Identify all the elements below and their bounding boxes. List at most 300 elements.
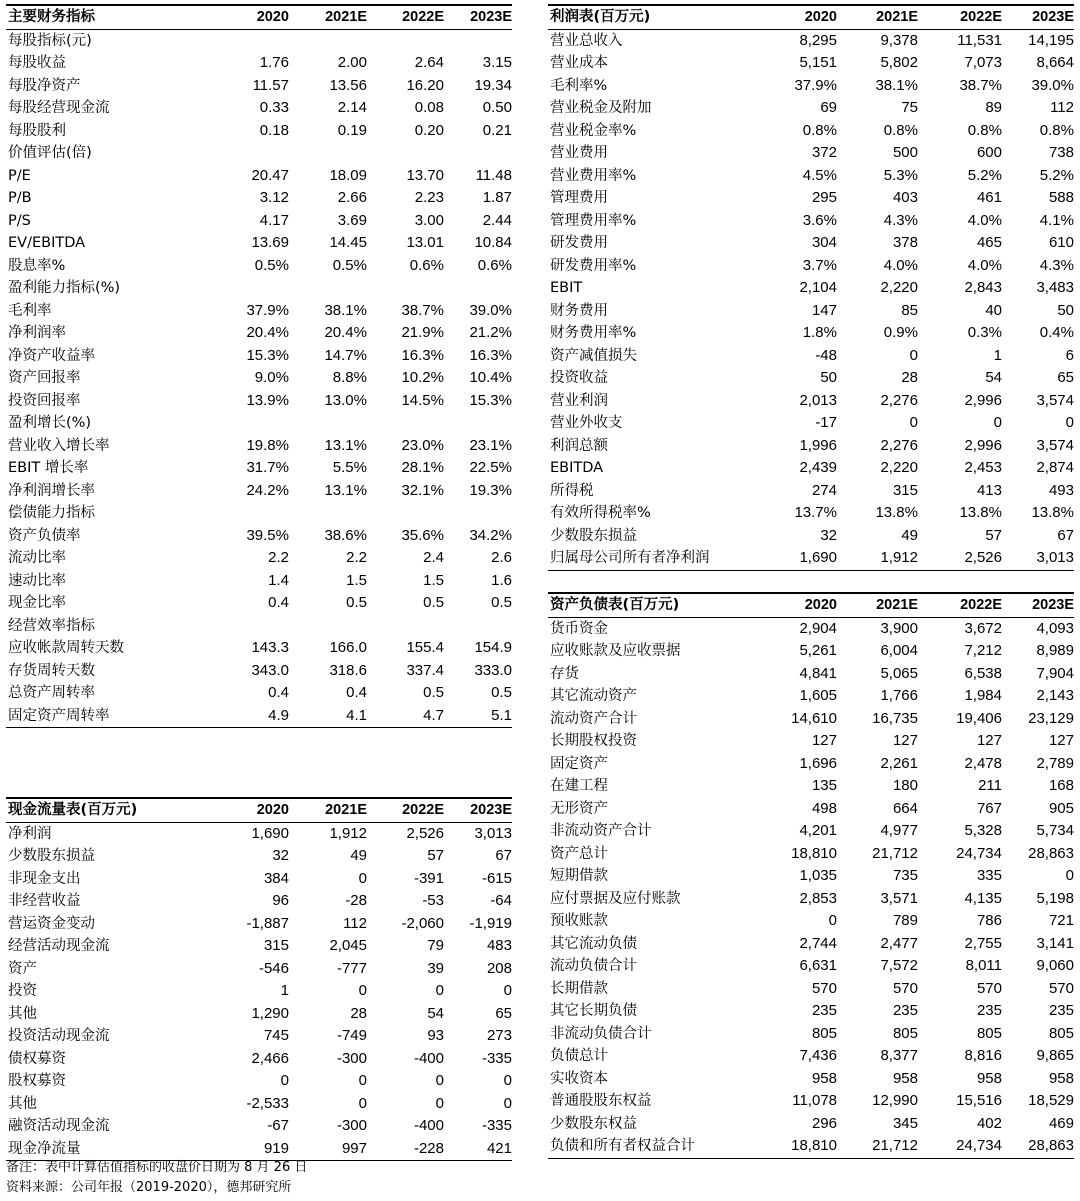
cell-value: 69 xyxy=(820,99,837,116)
table-row xyxy=(6,547,512,570)
cell-value: 588 xyxy=(1048,189,1074,206)
cell-value: 315 xyxy=(892,481,918,499)
table-row xyxy=(548,753,1074,776)
cell-value: 0 xyxy=(358,869,367,887)
table-row xyxy=(6,868,512,891)
cell-value: 65 xyxy=(1057,369,1074,386)
cell-value: 4,201 xyxy=(799,822,837,839)
cell-value: 10.4% xyxy=(469,369,512,386)
table-row xyxy=(548,955,1074,978)
cell-value: -546 xyxy=(258,959,289,977)
table-row xyxy=(6,165,512,188)
income-statement-table xyxy=(548,4,1074,571)
cell-value: 13.1% xyxy=(324,436,367,454)
cell-value xyxy=(214,502,289,525)
cell-value: 0 xyxy=(503,1094,512,1112)
table-row xyxy=(6,1003,512,1026)
cell-value: -300 xyxy=(336,1117,367,1134)
table-row xyxy=(548,457,1074,480)
table-row xyxy=(6,277,512,300)
cell-value xyxy=(367,412,444,435)
table-row xyxy=(548,933,1074,956)
row-label: 其他 xyxy=(8,1005,37,1022)
table-title: 现金流量表(百万元) xyxy=(8,802,138,818)
cell-value: 31.7% xyxy=(246,459,289,476)
cell-value: 919 xyxy=(263,1139,289,1157)
cell-value: 5,328 xyxy=(964,822,1002,839)
cell-value: 19,406 xyxy=(956,709,1002,727)
cell-value: 4.9 xyxy=(268,706,289,724)
balance-sheet-table xyxy=(548,592,1074,1159)
cell-value: 38.7% xyxy=(959,76,1002,94)
cell-value: 0.9% xyxy=(883,324,918,341)
cell-value: 6,538 xyxy=(964,664,1002,682)
cell-value: 8,989 xyxy=(1036,642,1074,659)
column-header-2022e: 2022E xyxy=(960,9,1002,25)
cell-value: 343.0 xyxy=(251,661,289,679)
row-label: 非经营收益 xyxy=(8,893,81,909)
cell-value: 16.3% xyxy=(469,346,512,364)
table-header-row xyxy=(6,798,512,822)
row-label: 实收资本 xyxy=(550,1070,608,1087)
row-label: 短期借款 xyxy=(550,868,608,884)
table-row xyxy=(6,322,512,345)
table-row xyxy=(548,1000,1074,1023)
cell-value: 24,734 xyxy=(956,1137,1002,1154)
table-body xyxy=(548,617,1074,1158)
cell-value: 2,904 xyxy=(799,619,837,637)
cell-value xyxy=(289,615,367,638)
cell-value: 2,755 xyxy=(964,934,1002,952)
cell-value: 15.3% xyxy=(246,346,289,364)
row-label: 投资收益 xyxy=(550,370,608,386)
cell-value: 135 xyxy=(811,777,837,794)
column-header-2021e: 2021E xyxy=(876,597,918,613)
cell-value: 0.20 xyxy=(414,121,444,139)
table-row xyxy=(548,187,1074,210)
cell-value xyxy=(214,615,289,638)
cell-value: 0 xyxy=(435,1094,444,1112)
cell-value: 35.6% xyxy=(401,526,444,544)
cell-value: 32 xyxy=(272,847,289,864)
table-row xyxy=(548,775,1074,798)
cell-value: 2,045 xyxy=(329,937,367,954)
cell-value: 745 xyxy=(263,1027,289,1044)
cell-value: 805 xyxy=(1048,1024,1074,1042)
cell-value: 805 xyxy=(892,1024,918,1042)
cell-value: 0 xyxy=(993,414,1002,431)
cell-value: 378 xyxy=(892,234,918,251)
row-label: 流动负债合计 xyxy=(550,958,637,974)
cell-value: 14,195 xyxy=(1028,31,1074,49)
cell-value: 1.8% xyxy=(802,324,837,341)
cell-value: 7,212 xyxy=(964,642,1002,659)
cell-value: 5,802 xyxy=(880,54,918,71)
table-row xyxy=(6,660,512,683)
row-label: 每股经营现金流 xyxy=(8,100,110,116)
cell-value: 13.1% xyxy=(324,481,367,499)
column-header-2020: 2020 xyxy=(256,9,289,25)
cell-value: 0.18 xyxy=(259,121,289,139)
row-label: 营业收入增长率 xyxy=(8,437,110,454)
row-label: 其它流动负债 xyxy=(550,935,637,952)
row-label: 净利润增长率 xyxy=(8,482,95,499)
cell-value: 9.0% xyxy=(254,369,289,386)
cell-value: 19.3% xyxy=(469,481,512,499)
cell-value: 155.4 xyxy=(406,639,444,656)
cell-value: 2,996 xyxy=(964,391,1002,409)
row-label: 每股股利 xyxy=(8,122,66,139)
cell-value: 0.4 xyxy=(268,684,289,701)
row-label: 其他 xyxy=(8,1095,37,1112)
cell-value: 235 xyxy=(892,1002,918,1019)
cell-value: -391 xyxy=(413,869,444,887)
cell-value: 345 xyxy=(892,1114,918,1132)
cell-value: 34.2% xyxy=(469,526,512,544)
row-label: 非现金支出 xyxy=(8,870,81,887)
row-label: 普通股股东权益 xyxy=(550,1093,652,1109)
cell-value: 28 xyxy=(901,369,918,386)
table-row xyxy=(548,435,1074,458)
cell-value: 127 xyxy=(1048,732,1074,749)
cell-value: 12,990 xyxy=(872,1092,918,1109)
table-row xyxy=(548,820,1074,843)
cell-value: 127 xyxy=(892,732,918,749)
cell-value xyxy=(367,502,444,525)
row-label: 偿债能力指标 xyxy=(8,505,95,521)
cell-value: 39.5% xyxy=(246,526,289,544)
column-header-2022e: 2022E xyxy=(402,802,444,818)
cell-value: -2,533 xyxy=(246,1094,289,1112)
cell-value: 465 xyxy=(976,234,1002,251)
row-label: 现金比率 xyxy=(8,595,66,611)
cell-value: 0.3% xyxy=(967,324,1002,341)
cell-value: 7,436 xyxy=(799,1047,837,1064)
row-label: 投资活动现金流 xyxy=(8,1028,110,1044)
cell-value: 14.5% xyxy=(401,391,444,409)
cell-value: 180 xyxy=(892,777,918,794)
cell-value: 5.1 xyxy=(491,706,512,724)
cell-value: 20.4% xyxy=(324,324,367,341)
row-label: 其它长期负债 xyxy=(550,1003,637,1019)
table-row xyxy=(6,480,512,503)
cell-value: 0.4% xyxy=(1039,324,1074,341)
cell-value: 905 xyxy=(1048,799,1074,817)
cell-value: 5.3% xyxy=(883,166,918,184)
cell-value: -400 xyxy=(413,1117,444,1134)
cell-value: 1,984 xyxy=(964,687,1002,704)
cell-value: 4.3% xyxy=(1039,256,1074,274)
cell-value: 20.47 xyxy=(251,166,289,184)
cell-value: 0 xyxy=(1065,414,1074,431)
cell-value: 5.2% xyxy=(967,166,1002,184)
cell-value: 337.4 xyxy=(406,661,444,679)
cell-value: 54 xyxy=(985,369,1002,386)
cell-value: 2.14 xyxy=(337,99,367,116)
cell-value: 15.3% xyxy=(469,391,512,409)
cell-value: 0 xyxy=(280,1072,289,1089)
footnote-source: 资料来源：公司年报（2019-2020），德邦研究所 xyxy=(6,1180,292,1195)
row-label: 在建工程 xyxy=(550,778,608,794)
table-row xyxy=(6,75,512,98)
row-label: 资产负债率 xyxy=(8,527,81,544)
column-header-2021e: 2021E xyxy=(325,9,367,25)
cell-value: -17 xyxy=(815,414,837,431)
table-row xyxy=(548,708,1074,731)
cell-value: 4,135 xyxy=(964,889,1002,907)
cell-value: 958 xyxy=(976,1069,1002,1087)
cell-value: 0 xyxy=(358,982,367,999)
table-row xyxy=(548,865,1074,888)
row-label: 少数股东权益 xyxy=(550,1115,637,1132)
cell-value: 15,516 xyxy=(956,1092,1002,1109)
row-label: EBIT xyxy=(550,280,583,296)
cell-value xyxy=(367,29,444,52)
cell-value xyxy=(289,142,367,165)
table-row xyxy=(548,1113,1074,1136)
table-row xyxy=(6,980,512,1003)
cell-value: 57 xyxy=(985,526,1002,544)
cell-value: 0.5% xyxy=(332,256,367,274)
cell-value: 50 xyxy=(820,369,837,386)
cell-value: 14.7% xyxy=(324,346,367,364)
cell-value: 4.3% xyxy=(883,211,918,229)
table-row xyxy=(6,120,512,143)
cell-value: 3,013 xyxy=(474,824,512,842)
table-row xyxy=(6,682,512,705)
cell-value: 1,690 xyxy=(251,824,289,842)
cell-value: 304 xyxy=(811,234,837,251)
cell-value: 570 xyxy=(811,979,837,997)
cell-value: 5,734 xyxy=(1036,822,1074,839)
row-label: 应付票据及应付账款 xyxy=(550,890,681,907)
cell-value: 295 xyxy=(811,189,837,206)
cell-value: 570 xyxy=(892,979,918,997)
row-label: 价值评估(倍) xyxy=(8,145,92,161)
table-row xyxy=(548,978,1074,1001)
table-row xyxy=(6,845,512,868)
column-header-2020: 2020 xyxy=(804,597,837,613)
table-row xyxy=(548,75,1074,98)
cell-value: 4.1 xyxy=(346,706,367,724)
row-label: 有效所得税率% xyxy=(550,505,651,521)
cell-value: 2.00 xyxy=(337,54,367,71)
row-label: 负债和所有者权益合计 xyxy=(550,1138,695,1154)
table-row xyxy=(6,913,512,936)
cell-value: 50 xyxy=(1057,301,1074,319)
column-header-2022e: 2022E xyxy=(402,9,444,25)
table-header-row xyxy=(6,5,512,29)
cell-value: 0 xyxy=(1065,867,1074,884)
row-label: 少数股东损益 xyxy=(550,527,637,544)
table-title: 利润表(百万元) xyxy=(550,9,651,25)
cell-value: 20.4% xyxy=(246,324,289,341)
table-row xyxy=(548,843,1074,866)
cell-value: 0.4 xyxy=(268,594,289,611)
cell-value: 23,129 xyxy=(1028,709,1074,727)
cell-value xyxy=(444,142,512,165)
cell-value: 39.0% xyxy=(1031,76,1074,94)
row-label: 股息率% xyxy=(8,257,66,274)
cell-value: -777 xyxy=(336,959,367,977)
cell-value: 24,734 xyxy=(956,844,1002,862)
cell-value: 2.6 xyxy=(491,549,512,566)
cell-value: 805 xyxy=(976,1024,1002,1042)
table-row xyxy=(548,1023,1074,1046)
row-label: 总资产周转率 xyxy=(8,685,95,701)
cell-value: 166.0 xyxy=(329,639,367,656)
cell-value: 127 xyxy=(811,732,837,749)
cell-value: 9,865 xyxy=(1036,1047,1074,1064)
cell-value: 1,605 xyxy=(799,687,837,704)
cell-value: 2,843 xyxy=(964,279,1002,296)
cell-value: 154.9 xyxy=(474,639,512,656)
cell-value: -300 xyxy=(336,1049,367,1067)
cell-value: 6,004 xyxy=(880,642,918,659)
cell-value: -1,887 xyxy=(246,914,289,932)
cell-value: 2,104 xyxy=(799,279,837,296)
row-label: 少数股东损益 xyxy=(8,848,95,864)
cell-value: 483 xyxy=(486,937,512,954)
footnote-remark: 备注：表中计算估值指标的收盘价日期为 8 月 26 日 xyxy=(6,1160,308,1175)
cell-value: 735 xyxy=(892,867,918,884)
table-body xyxy=(548,29,1074,570)
cell-value: 1,766 xyxy=(880,687,918,704)
row-label: 所得税 xyxy=(550,482,594,499)
cell-value: 958 xyxy=(892,1069,918,1087)
cell-value: 958 xyxy=(811,1069,837,1087)
table-row xyxy=(548,1045,1074,1068)
row-label: 营业成本 xyxy=(550,55,608,71)
cell-value: 3.12 xyxy=(259,189,289,206)
cell-value: 421 xyxy=(486,1139,512,1157)
cell-value: 11,078 xyxy=(792,1092,837,1109)
cell-value: 274 xyxy=(811,481,837,499)
cell-value: 13.01 xyxy=(406,234,444,251)
cell-value: 2,276 xyxy=(880,436,918,454)
cell-value: 500 xyxy=(892,144,918,161)
row-label: 流动比率 xyxy=(8,550,66,566)
cell-value: 469 xyxy=(1048,1114,1074,1132)
cell-value: 767 xyxy=(976,799,1002,817)
table-row xyxy=(6,890,512,913)
cell-value: 10.2% xyxy=(401,369,444,386)
cell-value: 13.7% xyxy=(794,504,837,521)
cell-value: -228 xyxy=(413,1139,444,1157)
table-row xyxy=(6,1115,512,1138)
cell-value: 13.69 xyxy=(251,234,289,251)
table-row xyxy=(548,910,1074,933)
cell-value: 93 xyxy=(427,1027,444,1044)
column-header-2023e: 2023E xyxy=(470,9,512,25)
cell-value: 0.50 xyxy=(482,99,512,116)
table-row xyxy=(6,822,512,845)
table-row xyxy=(548,617,1074,640)
cell-value: 0.4 xyxy=(346,684,367,701)
table-row xyxy=(6,300,512,323)
cell-value: 997 xyxy=(341,1139,367,1157)
cell-value: 38.6% xyxy=(324,526,367,544)
row-label: 营运资金变动 xyxy=(8,915,95,932)
cell-value: 8,377 xyxy=(880,1047,918,1064)
cell-value: 21.2% xyxy=(469,324,512,341)
row-label: 归属母公司所有者净利润 xyxy=(550,550,710,566)
cell-value: 11.48 xyxy=(475,166,512,184)
cell-value: 0 xyxy=(828,912,837,929)
table-row xyxy=(548,232,1074,255)
cell-value: 1,912 xyxy=(329,824,367,842)
cell-value: 57 xyxy=(427,847,444,864)
cell-value: 37.9% xyxy=(246,301,289,319)
cell-value: -53 xyxy=(422,892,444,909)
cell-value: 2,276 xyxy=(880,391,918,409)
cell-value: 2,261 xyxy=(880,754,918,772)
cell-value: 403 xyxy=(892,189,918,206)
table-row xyxy=(548,322,1074,345)
cell-value: 23.1% xyxy=(469,436,512,454)
cell-value: 65 xyxy=(495,1004,512,1022)
table-row xyxy=(6,97,512,120)
cell-value: 372 xyxy=(811,144,837,161)
row-label: 应收账款及应收票据 xyxy=(550,643,681,659)
cell-value: 28 xyxy=(350,1004,367,1022)
cell-value: 2.2 xyxy=(268,549,289,566)
cell-value: 0 xyxy=(503,982,512,999)
cell-value xyxy=(367,142,444,165)
cell-value: 610 xyxy=(1048,234,1074,251)
cell-value: 38.1% xyxy=(324,301,367,319)
cell-value: 143.3 xyxy=(251,639,289,656)
cell-value: 24.2% xyxy=(246,481,289,499)
cell-value: 112 xyxy=(1050,99,1074,116)
cell-value: 5,261 xyxy=(799,642,837,659)
cell-value xyxy=(214,277,289,300)
cell-value: 28,863 xyxy=(1028,844,1074,862)
table-row xyxy=(548,277,1074,300)
cell-value: 5.2% xyxy=(1039,166,1074,184)
cell-value: 1.76 xyxy=(259,54,289,71)
cell-value: 3,672 xyxy=(964,619,1002,637)
cell-value: 22.5% xyxy=(469,459,512,476)
cell-value: 402 xyxy=(976,1114,1002,1132)
cell-value: 19.8% xyxy=(246,436,289,454)
row-label: 应收帐款周转天数 xyxy=(8,640,124,656)
cell-value: -335 xyxy=(481,1117,512,1134)
cell-value: 958 xyxy=(1048,1069,1074,1087)
cell-value: 112 xyxy=(343,914,367,932)
cell-value: 5,198 xyxy=(1036,889,1074,907)
table-row xyxy=(548,390,1074,413)
cell-value: 2,453 xyxy=(964,459,1002,476)
cell-value: 721 xyxy=(1048,912,1074,929)
cell-value: 664 xyxy=(892,799,918,817)
cell-value: -64 xyxy=(490,892,512,909)
table-header-row xyxy=(548,593,1074,617)
cell-value: 805 xyxy=(811,1024,837,1042)
cell-value: 4.17 xyxy=(259,211,289,229)
row-label: 每股指标(元) xyxy=(8,32,92,49)
table-row xyxy=(6,412,512,435)
row-label: 净利润 xyxy=(8,825,52,842)
row-label: 存货周转天数 xyxy=(8,662,95,679)
row-label: 营业外收支 xyxy=(550,415,623,431)
cell-value: 4.0% xyxy=(967,211,1002,229)
cell-value: 2.44 xyxy=(482,211,512,229)
table-row xyxy=(548,502,1074,525)
cell-value: 0.6% xyxy=(477,256,512,274)
row-label: P/S xyxy=(8,212,31,229)
cell-value: 0.5% xyxy=(254,256,289,274)
